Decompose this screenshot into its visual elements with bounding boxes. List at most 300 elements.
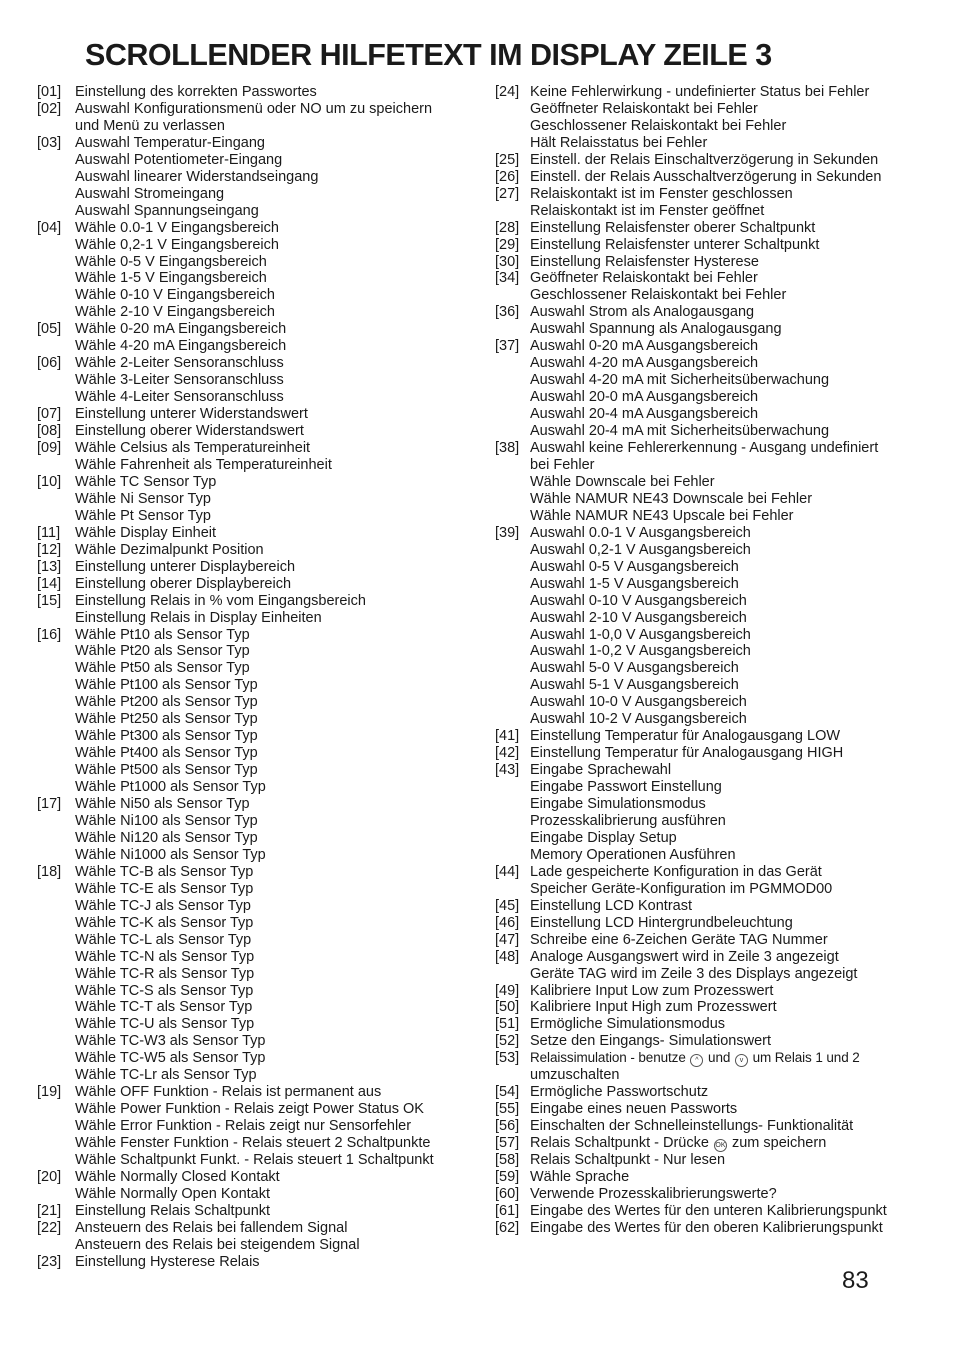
entry-line: Auswahl 1-0,2 V Ausgangsbereich (530, 643, 751, 660)
entry-text (530, 186, 945, 220)
entry-text (75, 864, 487, 1084)
entry-line: Wähle Pt Sensor Typ (75, 507, 211, 524)
entry-text (75, 1084, 487, 1169)
help-entry (495, 304, 945, 338)
entry-code: [45] (495, 897, 520, 914)
entry-line: Auswahl 1-5 V Ausgangsbereich (530, 575, 739, 592)
entry-line: Auswahl 4-20 mA mit Sicherheitsüberwachung (530, 372, 830, 389)
entry-line: Wähle 2-Leiter Sensoranschluss (75, 355, 284, 372)
entry-line: Auswahl 0-20 mA Ausgangsbereich (530, 338, 759, 355)
help-entry (37, 423, 487, 440)
help-entry (495, 1152, 945, 1169)
help-entry (495, 338, 945, 440)
entry-code: [09] (37, 440, 62, 457)
entry-text (75, 1220, 487, 1254)
entry-text (75, 440, 487, 474)
entry-line: Eingabe des Wertes für den oberen Kalibrierungspunkt (530, 1219, 883, 1236)
entry-line: Relaiskontakt ist im Fenster geöffnet (530, 202, 765, 219)
entry-text (530, 270, 945, 304)
help-entry (37, 355, 487, 406)
entry-code: [36] (495, 304, 520, 321)
entry-line: Einstell. der Relais Ausschaltverzögerung in Sekunden (530, 168, 882, 185)
help-entry (495, 1186, 945, 1203)
entry-line: Wähle TC-W3 als Sensor Typ (75, 1033, 266, 1050)
entry-line: Wähle TC-W5 als Sensor Typ (75, 1050, 266, 1067)
entry-line: Wähle Error Funktion - Relais zeigt nur Sensorfehler (75, 1118, 412, 1135)
entry-line: Wähle Dezimalpunkt Position (75, 541, 264, 558)
entry-line: Auswahl 5-1 V Ausgangsbereich (530, 677, 739, 694)
help-entry (495, 932, 945, 949)
entry-code: [57] (495, 1135, 520, 1152)
entry-code: [37] (495, 338, 520, 355)
entry-line: Wähle Ni Sensor Typ (75, 490, 211, 507)
entry-text (75, 1254, 487, 1271)
entry-text (75, 1203, 487, 1220)
entry-text (530, 237, 945, 254)
entry-code: [26] (495, 168, 520, 185)
entry-line: Auswahl 0-10 V Ausgangsbereich (530, 592, 747, 609)
up-button-icon: ^ (690, 1054, 703, 1067)
entry-line: Auswahl 20-0 mA Ausgangsbereich (530, 389, 759, 406)
entry-line: Einstellung oberer Widerstandswert (75, 423, 304, 440)
entry-code: [30] (495, 253, 520, 270)
ok-button-icon: OK (714, 1139, 727, 1152)
entry-line: Relaiskontakt ist im Fenster geschlossen (530, 185, 793, 202)
entry-line: Auswahl Spannungseingang (75, 202, 259, 219)
entry-line: Auswahl 2-10 V Ausgangsbereich (530, 609, 747, 626)
entry-line: Wähle TC Sensor Typ (75, 473, 217, 490)
help-entry (495, 1220, 945, 1237)
entry-text (75, 135, 487, 220)
entry-line: Wähle NAMUR NE43 Upscale bei Fehler (530, 507, 794, 524)
entry-text (530, 949, 945, 983)
entry-line: Geöffneter Relaiskontakt bei Fehler (530, 270, 758, 287)
entry-line: Kalibriere Input High zum Prozesswert (530, 999, 777, 1016)
entry-line: Geschlossener Relaiskontakt bei Fehler (530, 287, 787, 304)
entry-line: Auswahl Spannung als Analogausgang (530, 321, 782, 338)
entry-text (530, 932, 945, 949)
entry-line: Setze den Eingangs- Simulationswert (530, 1033, 771, 1050)
entry-line: Einstellung Temperatur für Analogausgang HIGH (530, 745, 844, 762)
entry-text (75, 84, 487, 101)
entry-text (530, 525, 945, 728)
help-entry (495, 1033, 945, 1050)
entry-line: Wähle Ni100 als Sensor Typ (75, 812, 258, 829)
entry-code: [03] (37, 134, 62, 151)
entry-line: Auswahl Strom als Analogausgang (530, 304, 755, 321)
entry-code: [20] (37, 1169, 62, 1185)
entry-text (75, 525, 487, 542)
entry-line: Einstellung Temperatur für Analogausgang LOW (530, 728, 841, 745)
help-entry (495, 1084, 945, 1101)
entry-text (530, 1152, 945, 1169)
help-entry (37, 559, 487, 576)
help-entry (37, 220, 487, 322)
help-entry (37, 525, 487, 542)
entry-text (530, 762, 945, 864)
entry-code: [13] (37, 558, 62, 575)
entry-line: Geöffneter Relaiskontakt bei Fehler (530, 100, 758, 117)
entry-code: [16] (37, 626, 62, 643)
entry-text (75, 220, 487, 322)
entry-text (530, 1135, 945, 1152)
help-entry (495, 949, 945, 983)
entry-code: [22] (37, 1219, 62, 1236)
help-entry (495, 84, 945, 152)
entry-line: Wähle OFF Funktion - Relais ist permanent aus (75, 1084, 382, 1101)
entry-text (530, 983, 945, 1000)
entry-line: Wähle Pt300 als Sensor Typ (75, 728, 258, 745)
entry-line: Einstellung Relais in % vom Eingangsbereich (75, 592, 366, 609)
entry-text (75, 627, 487, 797)
entry-text (530, 338, 945, 440)
help-entry (495, 525, 945, 728)
entry-line: Wähle Display Einheit (75, 524, 217, 541)
entry-line: bei Fehler (530, 456, 595, 473)
entry-line: Wähle TC-B als Sensor Typ (75, 863, 254, 880)
entry-text-segment: und (704, 1050, 734, 1066)
entry-code: [54] (495, 1084, 520, 1101)
entry-line: Wähle Ni1000 als Sensor Typ (75, 846, 266, 863)
entry-text-segment: um Relais 1 und 2 (748, 1050, 860, 1066)
help-text-column-left (37, 84, 487, 1271)
entry-line: und Menü zu verlassen (75, 117, 225, 134)
entry-code: [27] (495, 185, 520, 202)
entry-line: Speicher Geräte-Konfiguration im PGMMOD00 (530, 880, 833, 897)
entry-line: Einstellung Hysterese Relais (75, 1253, 260, 1270)
entry-line: Wähle Pt50 als Sensor Typ (75, 660, 250, 677)
entry-text (530, 84, 945, 152)
entry-text (530, 1186, 945, 1203)
entry-line: Wähle Ni120 als Sensor Typ (75, 829, 258, 846)
help-entry (495, 999, 945, 1016)
entry-line: Wähle Ni50 als Sensor Typ (75, 796, 250, 813)
entry-text (530, 745, 945, 762)
entry-text (530, 1203, 945, 1220)
entry-line: Auswahl 5-0 V Ausgangsbereich (530, 660, 739, 677)
entry-line: umzuschalten (530, 1067, 620, 1084)
entry-text (530, 898, 945, 915)
entry-line: Eingabe Display Setup (530, 829, 677, 846)
entry-text (75, 321, 487, 355)
entry-code: [52] (495, 1033, 520, 1050)
entry-code: [12] (37, 541, 62, 558)
help-entry (37, 84, 487, 101)
entry-line: Wähle TC-E als Sensor Typ (75, 880, 254, 897)
entry-line: Einstellung des korrekten Passwortes (75, 84, 317, 100)
entry-code: [53] (495, 1050, 520, 1067)
entry-text (530, 1016, 945, 1033)
entry-text (75, 423, 487, 440)
entry-code: [62] (495, 1219, 520, 1236)
entry-text (530, 1050, 945, 1084)
help-entry (495, 237, 945, 254)
entry-line: Wähle TC-N als Sensor Typ (75, 948, 255, 965)
entry-line: Einstellung Relaisfenster oberer Schaltpunkt (530, 219, 816, 236)
entry-text (530, 1220, 945, 1237)
help-entry (495, 762, 945, 864)
entry-line: Auswahl 4-20 mA Ausgangsbereich (530, 355, 759, 372)
entry-text (530, 254, 945, 271)
entry-code: [60] (495, 1186, 520, 1203)
entry-code: [24] (495, 84, 520, 100)
help-entry (37, 101, 487, 135)
help-entry (495, 1050, 945, 1084)
entry-code: [15] (37, 592, 62, 609)
help-entry (37, 1084, 487, 1169)
help-entry (37, 796, 487, 864)
help-entry (37, 1203, 487, 1220)
entry-line: Wähle Normally Closed Kontakt (75, 1169, 280, 1185)
entry-line: Auswahl 20-4 mA Ausgangsbereich (530, 406, 759, 423)
entry-line: Ansteuern des Relais bei steigendem Signal (75, 1236, 360, 1253)
entry-code: [18] (37, 863, 62, 880)
entry-text (530, 728, 945, 745)
entry-line: Wähle 0-5 V Eingangsbereich (75, 253, 267, 270)
entry-text (75, 576, 487, 593)
entry-line: Wähle 2-10 V Eingangsbereich (75, 304, 275, 321)
help-text-column-right (495, 84, 945, 1237)
help-entry (495, 1118, 945, 1135)
help-entry (495, 1169, 945, 1186)
entry-code: [04] (37, 219, 62, 236)
entry-code: [50] (495, 999, 520, 1016)
entry-text-segment: zum speichern (727, 1135, 827, 1152)
entry-line: Wähle Fenster Funktion - Relais steuert 2 Schaltpunkte (75, 1135, 431, 1152)
entry-line: Auswahl 20-4 mA mit Sicherheitsüberwachung (530, 423, 830, 440)
help-entry (495, 220, 945, 237)
entry-text (530, 304, 945, 338)
help-entry (495, 1203, 945, 1220)
help-entry (37, 542, 487, 559)
entry-text (75, 593, 487, 627)
entry-line: Einstellung oberer Displaybereich (75, 575, 292, 592)
help-entry (495, 864, 945, 898)
entry-line: Auswahl Stromeingang (75, 185, 225, 202)
entry-line: Schreibe eine 6-Zeichen Geräte TAG Nummer (530, 931, 828, 948)
help-entry (37, 576, 487, 593)
entry-line: Verwende Prozesskalibrierungswerte? (530, 1186, 777, 1203)
entry-code: [11] (37, 524, 61, 541)
entry-text-segment: Relais Schaltpunkt - Drücke (530, 1135, 713, 1152)
entry-code: [29] (495, 236, 520, 253)
entry-line: Wähle 0-20 mA Eingangsbereich (75, 321, 287, 338)
help-entry (495, 152, 945, 169)
entry-line: Auswahl Konfigurationsmenü oder NO um zu speichern (75, 100, 433, 117)
entry-line: Auswahl 0,2-1 V Ausgangsbereich (530, 541, 751, 558)
entry-code: [58] (495, 1152, 520, 1169)
entry-line: Wähle 4-Leiter Sensoranschluss (75, 389, 284, 406)
entry-line: Wähle Downscale bei Fehler (530, 473, 715, 490)
entry-code: [06] (37, 355, 62, 372)
entry-code: [44] (495, 863, 520, 880)
entry-line: Wähle TC-T als Sensor Typ (75, 999, 253, 1016)
help-entry (495, 915, 945, 932)
help-entry (495, 1135, 945, 1152)
help-entry (37, 1169, 487, 1203)
entry-line: Auswahl keine Fehlererkennung - Ausgang undefiniert (530, 440, 879, 457)
entry-line: Wähle TC-K als Sensor Typ (75, 914, 254, 931)
help-entry (37, 593, 487, 627)
entry-line: Wähle Pt100 als Sensor Typ (75, 677, 258, 694)
entry-text (530, 864, 945, 898)
entry-code: [47] (495, 931, 520, 948)
entry-code: [59] (495, 1169, 520, 1186)
entry-line: Wähle TC-Lr als Sensor Typ (75, 1067, 257, 1084)
entry-text-segment: Relaissimulation - benutze (530, 1050, 690, 1066)
entry-line: Analoge Ausgangswert wird in Zeile 3 angezeigt (530, 948, 839, 965)
help-entry (37, 474, 487, 525)
entry-text (75, 796, 487, 864)
help-entry (495, 898, 945, 915)
help-entry (37, 627, 487, 797)
entry-line: Wähle 3-Leiter Sensoranschluss (75, 372, 284, 389)
help-entry (37, 440, 487, 474)
entry-line: Auswahl Potentiometer-Eingang (75, 151, 283, 168)
entry-line: Wähle Power Funktion - Relais zeigt Power Status OK (75, 1101, 424, 1118)
entry-code: [51] (495, 1016, 520, 1033)
entry-code: [21] (37, 1202, 62, 1219)
entry-line: Einstellung Relais in Display Einheiten (75, 609, 322, 626)
help-entry (37, 864, 487, 1084)
entry-code: [08] (37, 423, 62, 440)
help-entry (495, 270, 945, 304)
entry-line: Auswahl 10-0 V Ausgangsbereich (530, 694, 747, 711)
entry-line: Wähle Pt400 als Sensor Typ (75, 745, 258, 762)
entry-line: Wähle Sprache (530, 1169, 630, 1186)
entry-line: Geschlossener Relaiskontakt bei Fehler (530, 117, 787, 134)
entry-code: [14] (37, 575, 62, 592)
entry-line: Keine Fehlerwirkung - undefinierter Status bei Fehler (530, 84, 870, 100)
entry-line: Auswahl 0.0-1 V Ausgangsbereich (530, 524, 751, 541)
entry-text (75, 1169, 487, 1203)
help-entry (495, 1016, 945, 1033)
entry-code: [41] (495, 728, 520, 745)
entry-line: Ansteuern des Relais bei fallendem Signal (75, 1219, 348, 1236)
entry-line (530, 1050, 945, 1067)
entry-text (530, 1084, 945, 1101)
help-entry (495, 169, 945, 186)
entry-line (530, 1135, 945, 1152)
entry-code: [02] (37, 100, 62, 117)
entry-line: Auswahl 1-0,0 V Ausgangsbereich (530, 626, 751, 643)
entry-line: Geräte TAG wird im Zeile 3 des Displays angezeigt (530, 965, 858, 982)
entry-code: [43] (495, 762, 520, 779)
entry-code: [01] (37, 84, 62, 100)
entry-line: Wähle 0.0-1 V Eingangsbereich (75, 219, 279, 236)
entry-code: [28] (495, 219, 520, 236)
entry-line: Wähle TC-S als Sensor Typ (75, 982, 254, 999)
entry-line: Einstellung unterer Displaybereich (75, 558, 296, 575)
entry-line: Einstellung LCD Hintergrundbeleuchtung (530, 914, 793, 931)
entry-text (530, 999, 945, 1016)
entry-code: [56] (495, 1118, 520, 1135)
down-button-icon: v (735, 1054, 748, 1067)
entry-line: Einstellung Relaisfenster Hysterese (530, 253, 759, 270)
entry-line: Einstellung Relaisfenster unterer Schaltpunkt (530, 236, 820, 253)
help-entry (495, 1101, 945, 1118)
entry-line: Ermögliche Passwortschutz (530, 1084, 709, 1101)
entry-code: [48] (495, 948, 520, 965)
help-entry (495, 186, 945, 220)
entry-line: Wähle TC-J als Sensor Typ (75, 897, 251, 914)
help-entry (37, 135, 487, 220)
entry-line: Wähle TC-R als Sensor Typ (75, 965, 255, 982)
entry-code: [25] (495, 151, 520, 168)
entry-line: Lade gespeicherte Konfiguration in das Gerät (530, 863, 822, 880)
entry-text (75, 542, 487, 559)
entry-code: [49] (495, 982, 520, 999)
entry-line: Auswahl 0-5 V Ausgangsbereich (530, 558, 739, 575)
entry-line: Auswahl 10-2 V Ausgangsbereich (530, 711, 747, 728)
entry-text (75, 101, 487, 135)
entry-line: Wähle Pt500 als Sensor Typ (75, 762, 258, 779)
entry-line: Einstell. der Relais Einschaltverzögerung in Sekunden (530, 151, 879, 168)
entry-line: Hält Relaisstatus bei Fehler (530, 134, 708, 151)
entry-line: Wähle Pt250 als Sensor Typ (75, 711, 258, 728)
help-entry (37, 1220, 487, 1254)
entry-text (530, 1118, 945, 1135)
page-number: 83 (842, 1267, 869, 1294)
entry-line: Ermögliche Simulationsmodus (530, 1016, 726, 1033)
entry-code: [10] (37, 473, 62, 490)
entry-line: Einstellung LCD Kontrast (530, 897, 692, 914)
entry-line: Wähle TC-L als Sensor Typ (75, 931, 252, 948)
entry-line: Wähle 1-5 V Eingangsbereich (75, 270, 267, 287)
entry-line: Wähle Normally Open Kontakt (75, 1185, 271, 1202)
entry-text (530, 169, 945, 186)
entry-line: Kalibriere Input Low zum Prozesswert (530, 982, 774, 999)
entry-code: [42] (495, 745, 520, 762)
entry-line: Eingabe des Wertes für den unteren Kalibrierungspunkt (530, 1203, 887, 1219)
entry-text (530, 1169, 945, 1186)
help-entry (37, 1254, 487, 1271)
entry-line: Prozesskalibrierung ausführen (530, 812, 726, 829)
entry-code: [23] (37, 1253, 62, 1270)
help-entry (37, 321, 487, 355)
entry-code: [07] (37, 406, 62, 423)
entry-line: Eingabe Sprachewahl (530, 762, 672, 779)
entry-line: Wähle NAMUR NE43 Downscale bei Fehler (530, 490, 813, 507)
entry-text (75, 406, 487, 423)
entry-code: [39] (495, 524, 520, 541)
entry-line: Eingabe Simulationsmodus (530, 796, 706, 813)
entry-text (530, 220, 945, 237)
entry-text (75, 355, 487, 406)
entry-line: Relais Schaltpunkt - Nur lesen (530, 1152, 726, 1169)
page-title: SCROLLENDER HILFETEXT IM DISPLAY ZEILE 3 (85, 38, 772, 72)
entry-line: Eingabe eines neuen Passworts (530, 1101, 738, 1118)
entry-line: Wähle Schaltpunkt Funkt. - Relais steuert 1 Schaltpunkt (75, 1152, 434, 1169)
entry-line: Memory Operationen Ausführen (530, 846, 736, 863)
entry-code: [55] (495, 1101, 520, 1118)
entry-line: Auswahl linearer Widerstandseingang (75, 168, 319, 185)
entry-code: [17] (37, 796, 62, 813)
entry-line: Wähle TC-U als Sensor Typ (75, 1016, 255, 1033)
help-entry (495, 440, 945, 525)
entry-text (530, 915, 945, 932)
help-entry (495, 745, 945, 762)
entry-code: [61] (495, 1203, 520, 1219)
entry-line: Wähle Pt20 als Sensor Typ (75, 643, 250, 660)
entry-text (530, 1033, 945, 1050)
help-entry (495, 254, 945, 271)
entry-line: Einstellung unterer Widerstandswert (75, 406, 308, 423)
entry-line: Wähle Pt1000 als Sensor Typ (75, 779, 266, 796)
help-entry (495, 983, 945, 1000)
entry-line: Wähle Celsius als Temperatureinheit (75, 440, 311, 457)
entry-line: Einschalten der Schnelleinstellungs- Funktionalität (530, 1118, 854, 1135)
